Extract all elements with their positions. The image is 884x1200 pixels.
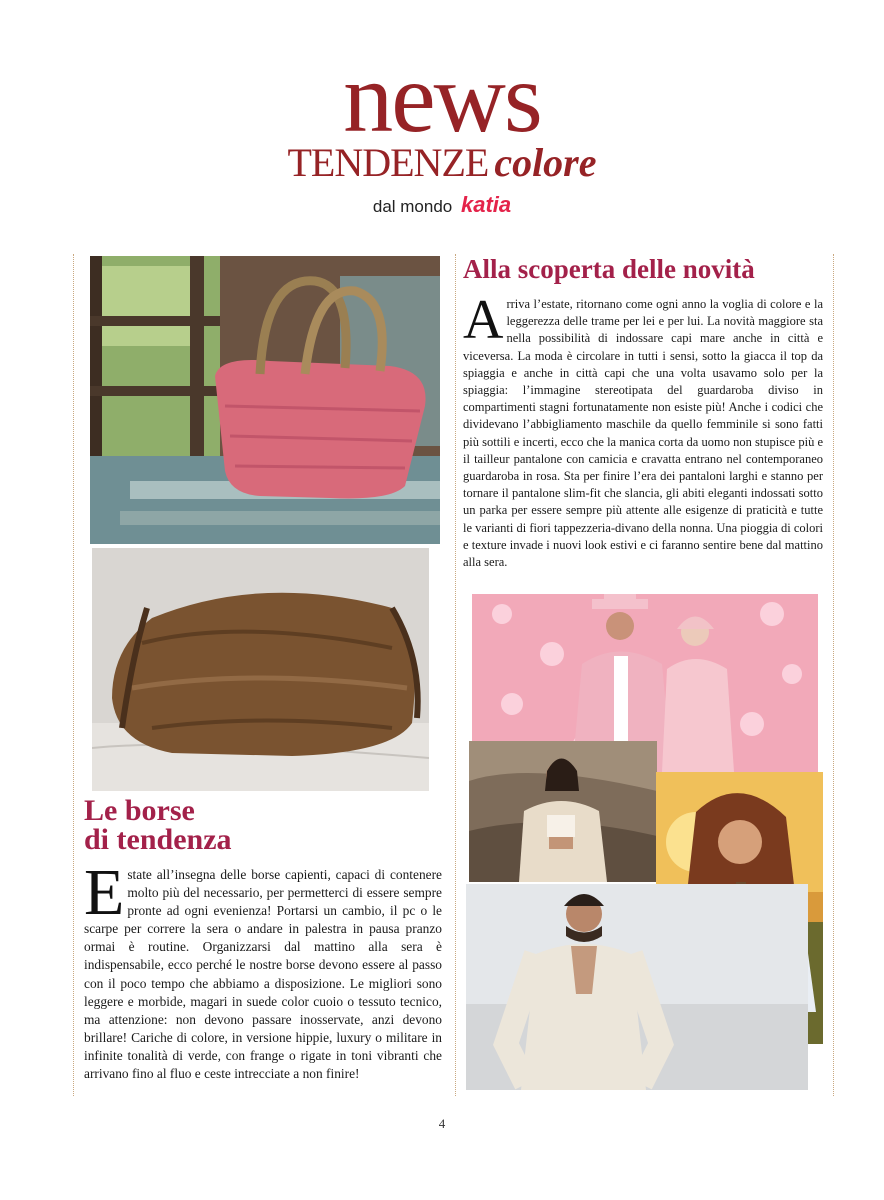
section-subtitle — [0, 140, 884, 186]
subtitle-colore: colore — [494, 140, 597, 185]
brand-logo: katia — [460, 192, 512, 217]
left-article-body — [84, 856, 442, 1083]
magazine-title: news — [343, 42, 541, 153]
left-heading — [84, 796, 384, 854]
photo-pink-straw-bag — [90, 256, 440, 544]
right-body-text: rriva l’estate, ritornano come ogni anno la voglia di colore e la leggerezza delle trame per lei e per lui. La novità maggiore sta nella possibilità di indossare capi mare anche in città e viceversa. La moda è circolare in tutti i sensi, sotto la giacca il top da spiaggia e anche in città capi che una volta usavamo solo per la spiaggia: l’immagine stereotipata del guardaroba diviso in compartimenti stagni fortunatamente non esiste più! Anche i codici che dividevano l’abbigliamento maschile da quello femminile si sono fatti più sottili e incerti, ecco che la manica corta da uomo non stupisce più e il tailleur pantalone con camicia e cravatta entrano nel contemporaneo guardaroba in rosa. Sta per finire l’era dei pantaloni larghi e stanno per tornare il pantalone slim-fit che slancia, gli abiti eleganti indossati sotto un parka per essere sempre più attente alle esigenze di praticità e tutte le varianti di fiori tappezzeria-divano della nonna. Una pioggia di colori e texture invade i nuovi look estivi e ci faranno sentire bene dal mattino alla sera. — [463, 297, 823, 570]
column-guide-right — [833, 254, 834, 1096]
subtitle-tendenze: TENDENZE — [287, 140, 489, 185]
column-guide-center — [455, 254, 456, 1096]
left-heading-line1: Le borse — [84, 794, 195, 827]
page-number: 4 — [438, 1116, 446, 1131]
left-body-text: state all’insegna delle borse capienti, capaci di contenere molto più del necessario, per permetterci di essere sempre pronte ad ogni evenienza! Portarsi un cambio, il pc o le scarpe per correre la sera o andare in palestra in pausa pranzo ormai è routine. Organizzarsi dal mattino alla sera è indispensabile, ecco perché le nostre borse devono essere al passo con il poco tempo che abbiamo a disposizione. Le migliori sono leggere e morbide, magari in suede color cuoio o tessuto tecnico, ma attenzione: non devono passare inosservate, anzi devono brillare! Cariche di colore, in versione hippie, luxury o militare in infinite tonalità di verde, con frange o rigate in toni vibranti che arrivano fino al fluo e ceste intrecciate a non finire! — [84, 867, 442, 1082]
photo-man-linen-shirt — [466, 884, 808, 1090]
photo-woman-white-blazer — [469, 741, 657, 882]
photo-brown-suede-bag — [92, 548, 429, 791]
right-heading: Alla scoperta delle novità — [463, 254, 755, 284]
byline-text: dal mondo — [372, 197, 453, 216]
right-article-body — [463, 289, 823, 571]
left-heading-line2: di tendenza — [84, 823, 232, 856]
column-guide-left — [73, 254, 74, 1096]
byline — [0, 192, 884, 220]
left-drop-cap: E — [84, 856, 125, 929]
right-drop-cap: A — [463, 289, 504, 351]
